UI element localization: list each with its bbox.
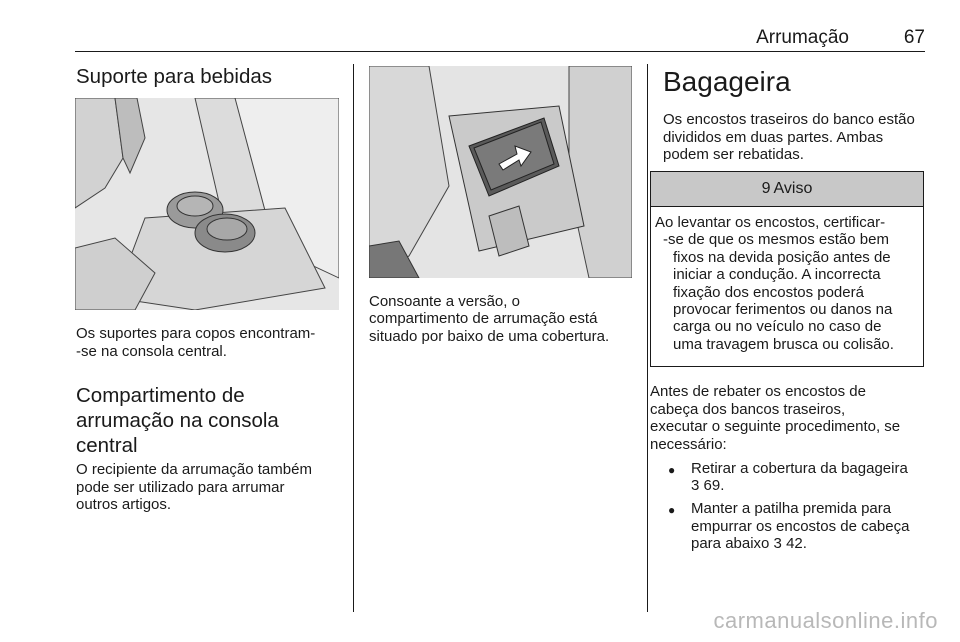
warning-line: fixos na devida posição antes de: [673, 248, 891, 266]
console-heading-2: arrumação na consola: [76, 409, 279, 432]
bullet-1-line-2: 3 69.: [691, 477, 725, 494]
warning-header: [651, 172, 923, 207]
bullet-dot-icon: ●: [668, 503, 676, 517]
bullet-2-line-3: para abaixo 3 42.: [691, 535, 807, 552]
bullet-2-line-2: empurrar os encostos de cabeça: [691, 518, 910, 535]
warning-line: iniciar a condução. A incorrecta: [673, 266, 881, 284]
warning-line: uma travagem brusca ou colisão.: [673, 335, 894, 353]
section-title: Arrumação: [756, 27, 849, 48]
column-divider-2: [647, 64, 648, 612]
warning-icon: 9: [761, 180, 771, 197]
console-heading-1: Compartimento de: [76, 384, 245, 407]
storage-caption-2: compartimento de arrumação está: [369, 310, 598, 327]
console-body-1: O recipiente da arrumação também: [76, 461, 312, 478]
warning-line: -se de que os mesmos estão bem: [663, 231, 889, 249]
warning-line: carga ou no veículo no caso de: [673, 318, 882, 336]
page-number: 67: [903, 27, 925, 48]
column-divider-1: [353, 64, 354, 612]
warning-text: [651, 207, 923, 353]
warning-line: provocar ferimentos ou danos na: [673, 301, 893, 319]
storage-caption-1: Consoante a versão, o: [369, 293, 520, 310]
warning-box: [650, 171, 924, 367]
headrest-para-1: Antes de rebater os encostos de: [650, 383, 866, 400]
storage-caption-3: situado por baixo de uma cobertura.: [369, 328, 610, 345]
luggage-intro-1: Os encostos traseiros do banco estão: [663, 111, 915, 128]
console-storage-drawing: [369, 66, 632, 278]
cup-holder-caption-1: Os suportes para copos encontram-: [76, 325, 316, 342]
luggage-intro-2: divididos em duas partes. Ambas: [663, 129, 884, 146]
watermark: carmanualsonline.info: [713, 608, 938, 633]
warning-line: fixação dos encostos poderá: [673, 283, 864, 301]
cup-holder-heading: Suporte para bebidas: [76, 65, 273, 88]
luggage-heading: Bagageira: [663, 66, 791, 97]
page-header: [75, 27, 925, 52]
headrest-para-4: necessário:: [650, 436, 727, 453]
bullet-dot-icon: ●: [668, 463, 676, 477]
console-storage-illustration: [369, 66, 632, 278]
bullet-2-line-1: Manter a patilha premida para: [691, 500, 892, 517]
luggage-intro-3: podem ser rebatidas.: [663, 146, 804, 163]
console-heading-3: central: [76, 434, 138, 457]
warning-line: Ao levantar os encostos, certificar-: [655, 214, 886, 231]
warning-title: Aviso: [773, 180, 813, 197]
bullet-1-line-1: Retirar a cobertura da bagageira: [691, 460, 908, 477]
console-body-3: outros artigos.: [76, 496, 172, 513]
cup-holder-caption-2: -se na consola central.: [76, 343, 227, 360]
headrest-para-2: cabeça dos bancos traseiros,: [650, 401, 846, 418]
console-body-2: pode ser utilizado para arrumar: [76, 479, 285, 496]
headrest-para-3: executar o seguinte procedimento, se: [650, 418, 901, 435]
cup-holder-illustration: [75, 98, 339, 310]
cup-holder-drawing: [75, 98, 339, 310]
